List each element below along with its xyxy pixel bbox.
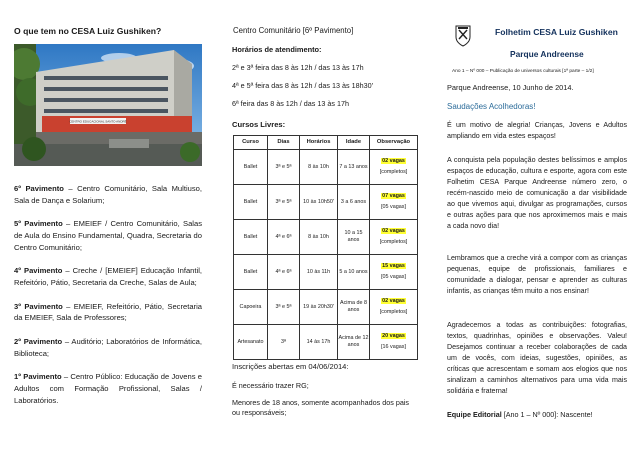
col-header: Observação — [370, 136, 418, 150]
newsletter-subtitle: Parque Andreense — [510, 49, 584, 59]
paragraph: Agradecemos a todas as contribuições: fotografias, textos, quadrinhas, opiniões e observações. Valeu! Desejamos continuar a receber colaborações de cada um de vocês, com ideias, sugestões, opiniões, as críticas que acrescentam e somam aos elogios que nos sinalizam a caminhos alternativos para uma vida mais solidária e fraterna! — [447, 321, 627, 395]
paragraph: A conquista pela população destes belíssimos e amplos espaços de educação, cultura e esporte, agora com este Folhetim CESA Parque Andreense número zero, o recém-nascido meio de comunicação a dar visibilidade ao que vivemos aqui, divulgar as programações, cursos e outras ações para que nos aproximemos mais e mais a cada novo dia! — [447, 156, 627, 230]
cell-curso: Ballet — [234, 255, 268, 290]
table-row — [234, 220, 418, 255]
column-middle — [229, 0, 415, 450]
table-row — [234, 150, 418, 185]
col-header: Idade — [338, 136, 370, 150]
center-title: Centro Comunitário [6º Pavimento] — [233, 26, 354, 35]
cell-dias: 3ª e 5ª — [268, 185, 300, 220]
registration-note: É necessário trazer RG; — [232, 381, 309, 390]
floor-item: 6º Pavimento – Centro Comunitário, Sala Multiuso, Sala de Dança e Solarium; — [14, 184, 202, 205]
cell-dias: 3ª — [268, 325, 300, 360]
floor-item: 1º Pavimento – Centro Público: Educação de Jovens e Adultos com Formação Profissional, Salas / Laboratórios. — [14, 372, 202, 405]
obs-note: [completos] — [379, 169, 408, 175]
floor-item: 4º Pavimento – Creche / [EMEIEF] Educação Infantil, Refeitório, Pátio, Secretaria da Creche, Salas de Aula; — [14, 266, 202, 287]
col-header: Dias — [268, 136, 300, 150]
cell-curso: Artesanato — [234, 325, 268, 360]
courses-title: Cursos Livres: — [232, 120, 286, 129]
registration-note: Menores de 18 anos, somente acompanhados dos pais ou responsáveis; — [232, 398, 410, 417]
cell-idade: Acima de 12 anos — [338, 325, 370, 360]
vacancy-badge: 15 vagas — [382, 263, 405, 269]
cell-horario: 10 às 10h50' — [300, 185, 338, 220]
editorial-signature: Equipe Editorial [Ano 1 – Nº 000]: Nascente! — [447, 410, 593, 419]
obs-note: [16 vagas] — [381, 344, 406, 350]
cell-dias: 4ª e 6ª — [268, 220, 300, 255]
col-header: Horários — [300, 136, 338, 150]
floor-list — [14, 183, 202, 418]
cell-horario: 19 às 20h30' — [300, 290, 338, 325]
cell-idade: 7 a 13 anos — [338, 150, 370, 185]
cell-observacao — [370, 220, 418, 255]
cell-observacao — [370, 150, 418, 185]
greeting: Saudações Acolhedoras! — [447, 102, 536, 111]
table-row — [234, 255, 418, 290]
cell-dias: 4ª e 6ª — [268, 255, 300, 290]
table-row — [234, 185, 418, 220]
cell-idade: 5 a 10 anos — [338, 255, 370, 290]
hours-line: 2ª e 3ª feira das 8 às 12h / das 13 às 17h — [232, 63, 364, 72]
obs-note: [05 vagas] — [381, 274, 406, 280]
cell-idade: 3 a 6 anos — [338, 185, 370, 220]
floor-item: 5º Pavimento – EMEIEF / Centro Comunitário, Salas de Aula do Ensino Fundamental, Quadra, Secretaria do Centro Comunitário; — [14, 219, 202, 252]
obs-note: [completos] — [379, 239, 408, 245]
vacancy-badge: 02 vagas — [382, 298, 405, 304]
dateline: Parque Andreense, 10 Junho de 2014. — [447, 83, 574, 92]
paragraph: É um motivo de alegria! Crianças, Jovens e Adultos ampliando em vida estes espaços! — [447, 121, 627, 140]
table-header-row — [234, 136, 418, 150]
cell-idade: Acima de 8 anos — [338, 290, 370, 325]
building-photo — [14, 44, 202, 166]
photo-sign-text: CENTRO EDUCACIONAL SANTO ANDRÉ — [69, 119, 127, 124]
courses-table — [233, 135, 418, 360]
cell-horario: 14 às 17h — [300, 325, 338, 360]
col-header: Curso — [234, 136, 268, 150]
cell-horario: 8 às 10h — [300, 220, 338, 255]
vacancy-badge: 07 vagas — [382, 193, 405, 199]
cell-observacao — [370, 325, 418, 360]
floor-item: 3º Pavimento – EMEIEF, Refeitório, Pátio, Secretaria da EMEIEF, Sala de Professores; — [14, 301, 202, 323]
cell-curso: Ballet — [234, 185, 268, 220]
registration-title: Inscrições abertas em 04/06/2014: — [232, 362, 349, 371]
floor-item: 2º Pavimento – Auditório; Laboratórios de Informática, Biblioteca; — [14, 337, 203, 358]
column-left — [14, 0, 202, 450]
cell-observacao — [370, 185, 418, 220]
hours-title: Horários de atendimento: — [232, 45, 322, 54]
hours-line: 4ª e 5ª feira das 8 às 12h / das 13 às 18h30' — [232, 81, 373, 90]
cell-horario: 10 às 11h — [300, 255, 338, 290]
cell-curso: Capoeira — [234, 290, 268, 325]
hours-line: 6ª feira das 8 às 12h / das 13 às 17h — [232, 99, 349, 108]
cell-dias: 3ª e 5ª — [268, 290, 300, 325]
cell-curso: Ballet — [234, 220, 268, 255]
newsletter-title: Folhetim CESA Luiz Gushiken — [495, 27, 618, 37]
table-row — [234, 325, 418, 360]
crest-logo — [454, 24, 472, 48]
table-row — [234, 290, 418, 325]
column-right — [447, 0, 627, 450]
cell-dias: 3ª e 5ª — [268, 150, 300, 185]
obs-note: [completos] — [379, 309, 408, 315]
vacancy-badge: 20 vagas — [382, 333, 405, 339]
cell-idade: 10 a 15 anos — [338, 220, 370, 255]
edition-line: Ano 1 – Nº 000 – Publicação de universos culturais [1ª parte – 1/2] — [452, 69, 594, 74]
cell-curso: Ballet — [234, 150, 268, 185]
cell-observacao — [370, 255, 418, 290]
vacancy-badge: 02 vagas — [382, 158, 405, 164]
vacancy-badge: 02 vagas — [382, 228, 405, 234]
cell-observacao — [370, 290, 418, 325]
cell-horario: 8 às 10h — [300, 150, 338, 185]
paragraph: Lembramos que a creche virá a compor com as crianças pequenas, equipe de profissionais, familiares e comunidade a dialogar, pensar e aprender as culturas infantis, as crianças têm muito a nos ensinar! — [447, 254, 627, 295]
left-title: O que tem no CESA Luiz Gushiken? — [14, 26, 162, 36]
obs-note: [05 vagas] — [381, 204, 406, 210]
